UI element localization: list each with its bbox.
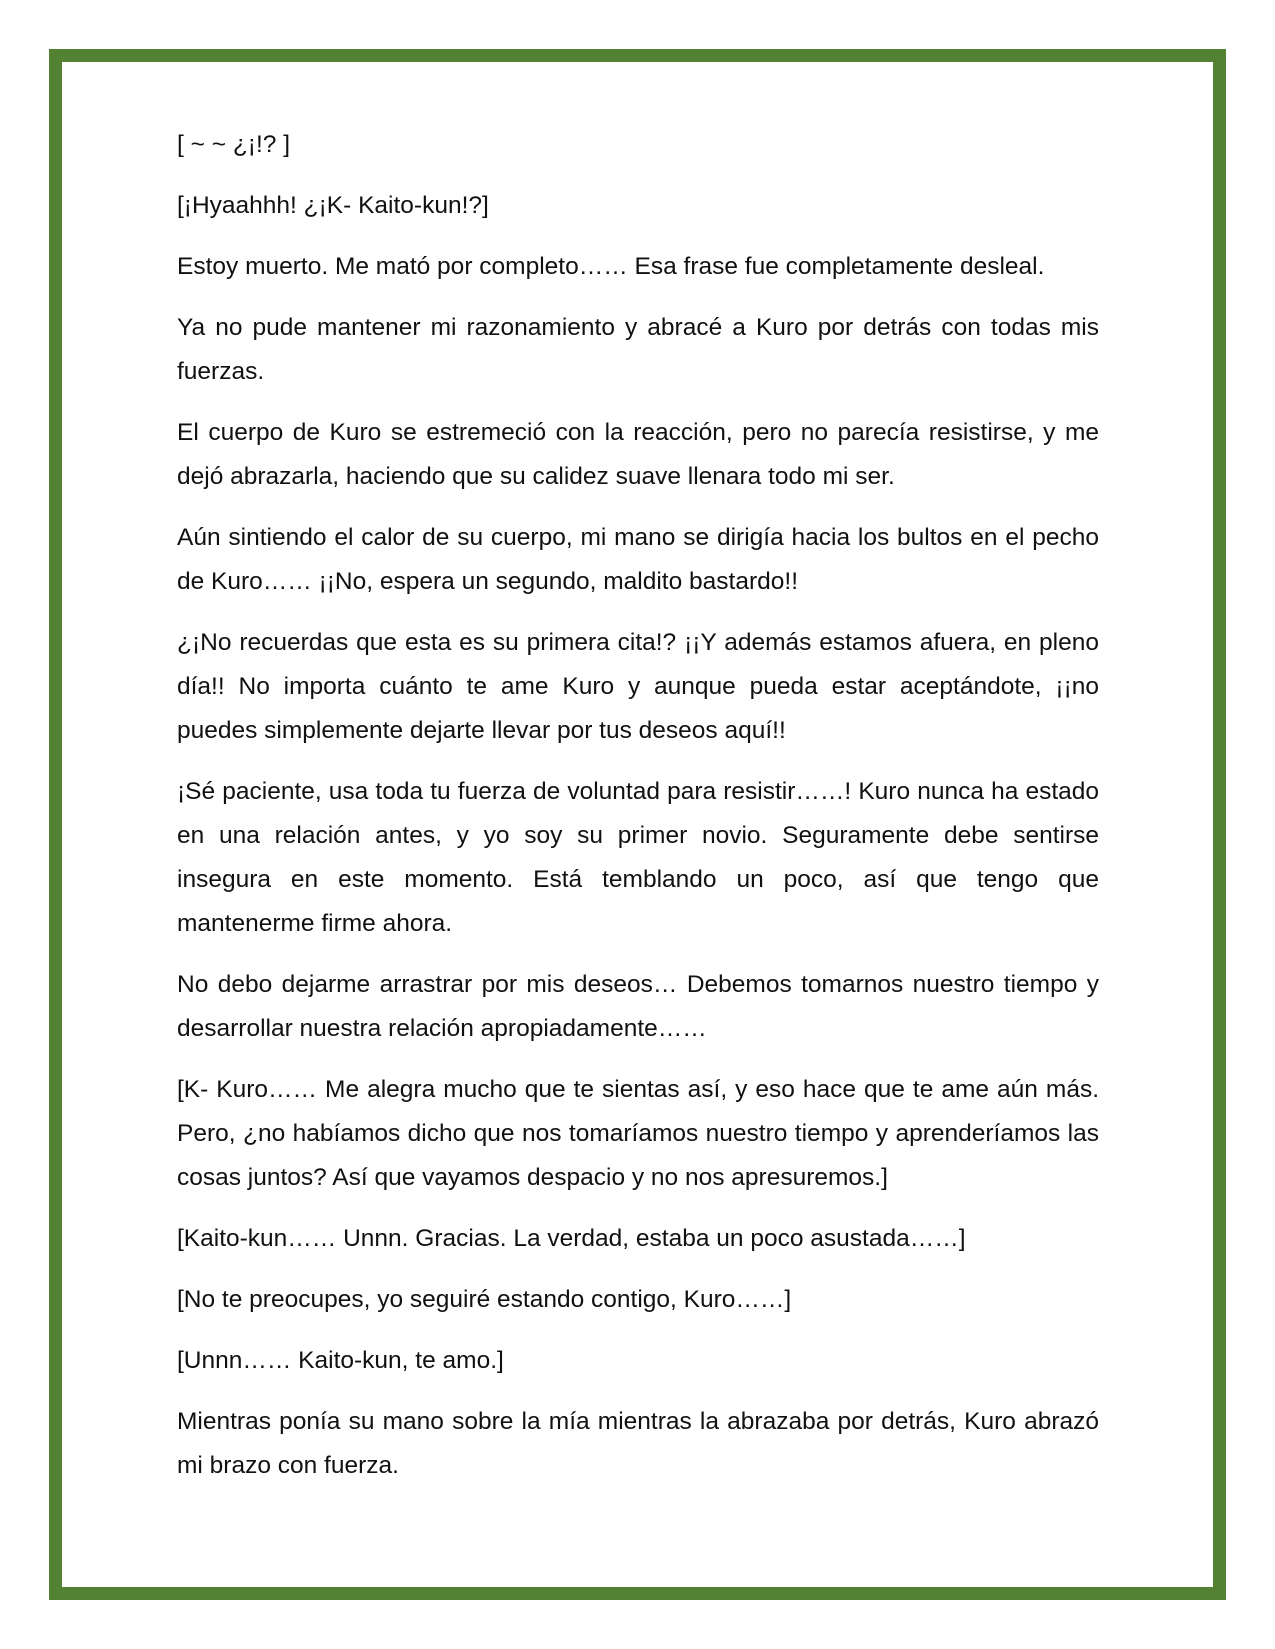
document-body <box>177 123 1099 1505</box>
paragraph: Mientras ponía su mano sobre la mía mientras la abrazaba por detrás, Kuro abrazó mi brazo con fuerza. <box>177 1408 1099 1479</box>
paragraph: Aún sintiendo el calor de su cuerpo, mi mano se dirigía hacia los bultos en el pecho de Kuro…… ¡¡No, espera un segundo, maldito bastardo!! <box>177 524 1099 595</box>
paragraph: [Unnn…… Kaito-kun, te amo.] <box>177 1347 504 1374</box>
paragraph: [K- Kuro…… Me alegra mucho que te sientas así, y eso hace que te ame aún más. Pero, ¿no habíamos dicho que nos tomaríamos nuestro tiempo y aprenderíamos las cosas juntos? Así que vayamos despacio y no nos apresuremos.] <box>177 1076 1099 1191</box>
paragraph: [Kaito-kun…… Unnn. Gracias. La verdad, estaba un poco asustada……] <box>177 1225 966 1252</box>
paragraph: [No te preocupes, yo seguiré estando contigo, Kuro……] <box>177 1286 792 1313</box>
paragraph: No debo dejarme arrastrar por mis deseos… Debemos tomarnos nuestro tiempo y desarrollar nuestra relación apropiadamente…… <box>177 971 1099 1042</box>
paragraph: ¡Sé paciente, usa toda tu fuerza de voluntad para resistir……! Kuro nunca ha estado en una relación antes, y yo soy su primer novio. Seguramente debe sentirse insegura en este momento. Está temblando un poco, así que tengo que mantenerme firme ahora. <box>177 778 1099 937</box>
paragraph: El cuerpo de Kuro se estremeció con la reacción, pero no parecía resistirse, y me dejó abrazarla, haciendo que su calidez suave llenara todo mi ser. <box>177 419 1099 490</box>
paragraph: [¡Hyaahhh! ¿¡K- Kaito-kun!?] <box>177 192 489 219</box>
paragraph: [ ~ ~ ¿¡!? ] <box>177 131 291 158</box>
paragraph: Estoy muerto. Me mató por completo…… Esa frase fue completamente desleal. <box>177 253 1045 280</box>
paragraph: Ya no pude mantener mi razonamiento y abracé a Kuro por detrás con todas mis fuerzas. <box>177 314 1099 385</box>
paragraph: ¿¡No recuerdas que esta es su primera cita!? ¡¡Y además estamos afuera, en pleno día!! No importa cuánto te ame Kuro y aunque pueda estar aceptándote, ¡¡no puedes simplemente dejarte llevar por tus deseos aquí!! <box>177 629 1099 744</box>
